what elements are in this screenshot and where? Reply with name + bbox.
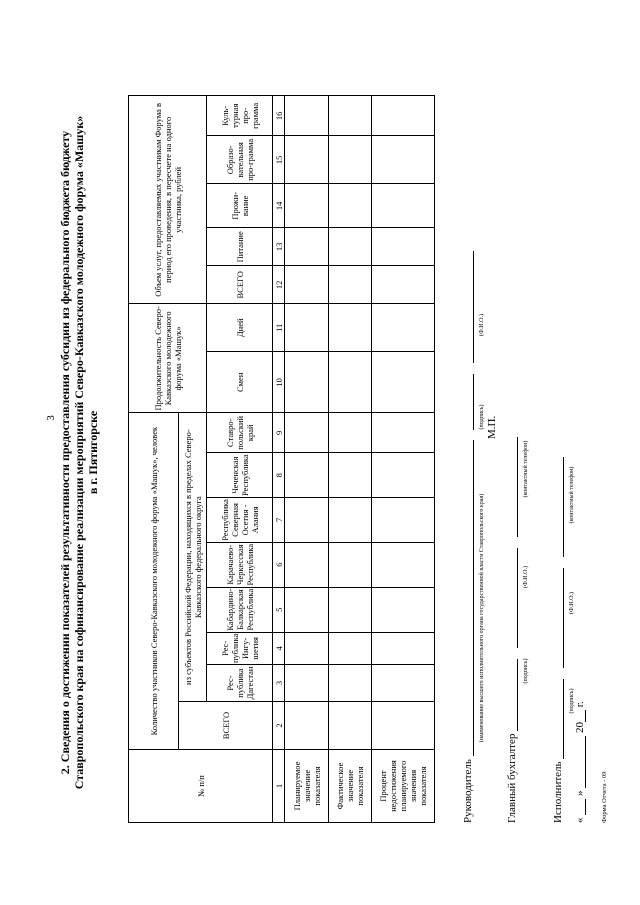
column-number: 1 [273, 750, 285, 823]
column-number: 13 [273, 228, 285, 266]
column-number: 6 [273, 542, 285, 587]
header-duration-shifts: Смен [207, 352, 273, 413]
header-region-dagestan: Рес-публика Дагестан [207, 665, 273, 702]
executor-sign-field[interactable] [563, 679, 564, 759]
row-label-shortfall: Процент недостижения планируемого значения показателя [372, 750, 435, 823]
date-close-quote: » [574, 790, 586, 796]
executor-sign-caption: (подпись) [569, 688, 575, 714]
row-label-actual: Фактическое значение показателя [329, 750, 372, 823]
column-number: 7 [273, 498, 285, 543]
column-number: 8 [273, 453, 285, 498]
row-label-planned: Планируемое значение показателя [285, 750, 329, 823]
header-duration-days: Дней [207, 304, 273, 352]
date-day-field[interactable] [585, 799, 586, 815]
head-fio-field[interactable] [473, 251, 474, 363]
date-line [574, 701, 586, 823]
executor-fio-caption: (Ф.И.О.) [569, 592, 575, 614]
accountant-fio-field[interactable] [517, 548, 518, 648]
head-label: Руководитель [462, 759, 474, 823]
header-region-chechnya: Чеченская Республика [207, 453, 273, 498]
header-duration: Продолжительность Северо-Кавказского молодежного форума «Машук» [129, 304, 207, 413]
column-number: 12 [273, 266, 285, 304]
page-number: 3 [45, 415, 57, 421]
head-org-field[interactable] [473, 440, 474, 756]
head-fio-caption: (Ф.И.О.) [479, 314, 485, 336]
column-number: 9 [273, 413, 285, 453]
form-title [58, 83, 100, 823]
header-region-kabardino-balkaria: Кабардино-Балкарская Республика [207, 587, 273, 632]
table-row [372, 96, 435, 823]
header-services-food: Питание [207, 228, 273, 266]
date-year-field[interactable] [585, 710, 586, 722]
form-code: Форма Отчета - 09 [601, 771, 608, 823]
table-row [329, 96, 372, 823]
stamp-mark: М.П. [486, 415, 498, 439]
executor-phone-field[interactable] [563, 457, 564, 557]
rotated-page-content [58, 30, 608, 875]
title-line-2: Ставропольского края на софинансирование реализации мероприятий Северо-Кавказского молодежного форума «Машук» [72, 115, 86, 790]
header-services-education: Образо-вательная про-грамма [207, 136, 273, 184]
accountant-phone-field[interactable] [517, 437, 518, 537]
accountant-fio-caption: (Ф.И.О.) [523, 566, 529, 588]
header-services-accommodation: Прожи-вание [207, 184, 273, 228]
accountant-phone-caption: (контактный телефон) [523, 440, 529, 498]
header-region-karachay-cherkessia: Карачаево-Черкесская Республика [207, 542, 273, 587]
header-region-stavropol: Ставро-польский край [207, 413, 273, 453]
results-table [128, 95, 435, 823]
accountant-sign-caption: (подпись) [523, 658, 529, 684]
column-number: 4 [273, 632, 285, 664]
executor-fio-field[interactable] [563, 568, 564, 668]
date-month-field[interactable] [585, 736, 586, 788]
column-number: 16 [273, 96, 285, 136]
header-row-number: № п/п [129, 750, 273, 823]
head-sign-caption: (подпись) [479, 404, 485, 430]
column-number: 10 [273, 352, 285, 413]
head-sign-field[interactable] [473, 374, 474, 430]
column-number: 3 [273, 665, 285, 702]
title-line-3: в г. Пятигорске [86, 410, 100, 495]
head-org-caption: (наименование высшего исполнительного органа государственной власти Ставропольского края) [479, 493, 485, 743]
title-line-1: 2. Сведения о достижении показателей результативности предоставления субсидии из федерального бюджета бюджету [58, 130, 72, 775]
column-number: 15 [273, 136, 285, 184]
column-number: 5 [273, 587, 285, 632]
date-year-suffix: г. [574, 701, 586, 708]
accountant-signature-line [506, 437, 518, 823]
header-region-ingushetia: Рес-публика Ингу-шетия [207, 632, 273, 664]
column-numbers-row [273, 96, 285, 823]
header-regions-group: из субъектов Российской Федерации, находящихся в пределах Северо-Кавказского федерального округа [179, 413, 207, 702]
date-year-prefix: 20 [574, 722, 586, 733]
header-services: Объем услуг, предоставляемых участникам Форума в период его проведения, в пересчете на одного участника, рублей [129, 96, 207, 304]
column-number: 2 [273, 702, 285, 750]
header-participants: Количество участников Северо-Кавказского молодежного форума «Машук», человек [129, 413, 179, 750]
accountant-label: Главный бухгалтер [506, 733, 518, 823]
date-open-quote: « [574, 817, 586, 823]
accountant-sign-field[interactable] [517, 659, 518, 731]
header-services-total: ВСЕГО [207, 266, 273, 304]
executor-label: Исполнитель [552, 761, 564, 823]
column-number: 14 [273, 184, 285, 228]
header-participants-total: ВСЕГО [179, 702, 273, 750]
head-signature-line [462, 251, 474, 823]
executor-phone-caption: (контактный телефон) [569, 466, 575, 524]
executor-signature-line [552, 457, 564, 823]
column-number: 11 [273, 304, 285, 352]
header-services-culture: Куль-турная про-грамма [207, 96, 273, 136]
table-row [285, 96, 329, 823]
header-region-north-ossetia: Республика Северная Осетия - Алания [207, 498, 273, 543]
